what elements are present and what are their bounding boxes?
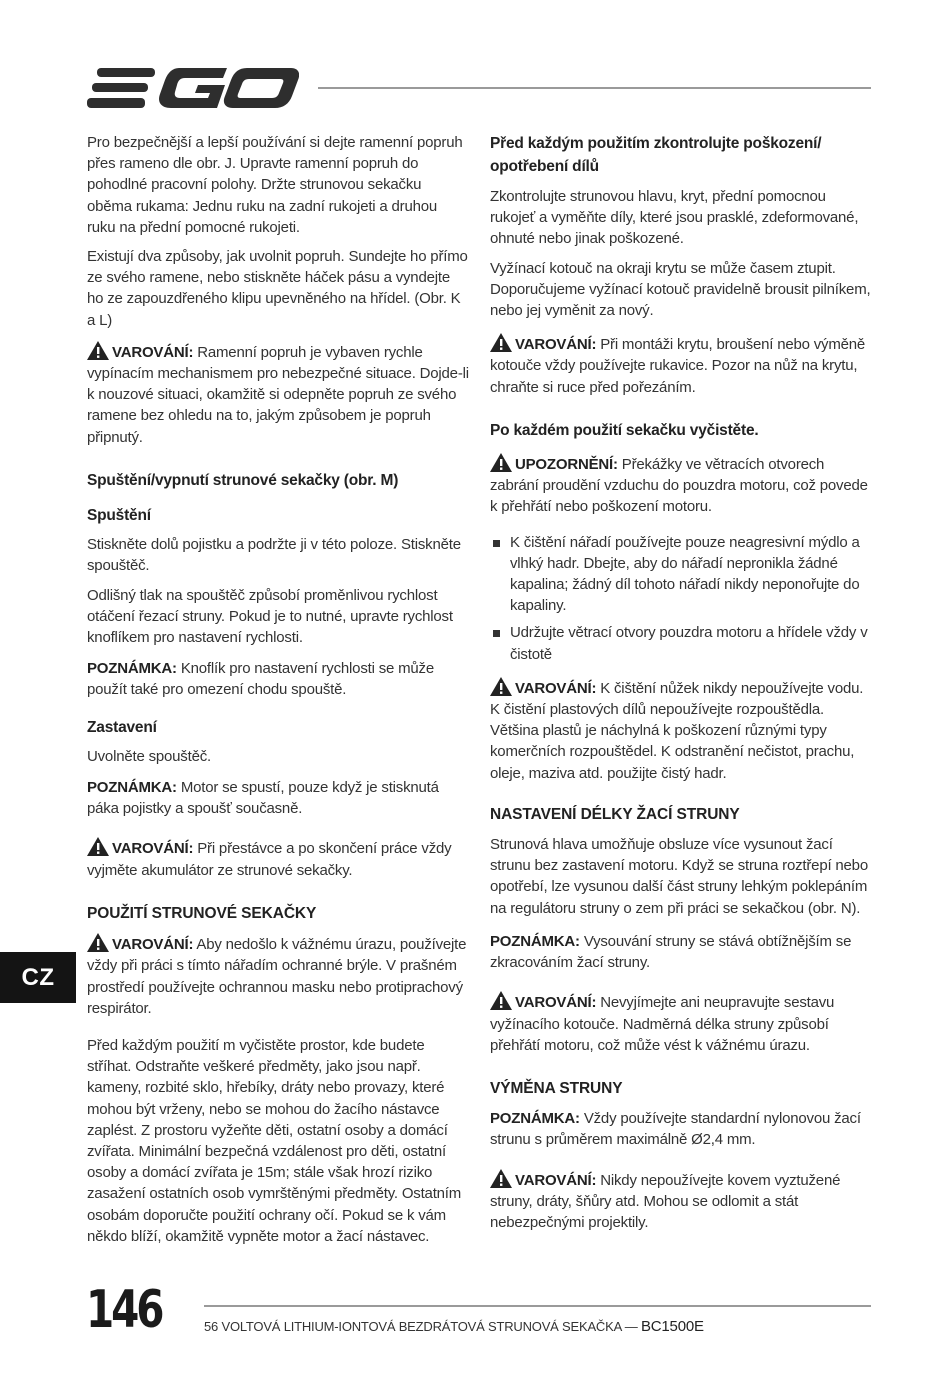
warning-block [490,677,872,784]
right-column [490,132,872,1241]
bullet-list [490,532,872,665]
warning-icon [490,677,512,696]
page-number: 146 [86,1280,162,1340]
paragraph: Existují dva způsoby, jak uvolnit popruh. Sundejte ho přímo ze svého ramene, nebo stiskněte háček pásu a vyndejte ho ze zapouzdřeného klipu upevněného na hřídel. (Obr. K a L) [87,248,468,329]
warning-text: K čištění nůžek nikdy nepoužívejte vodu. K čistění plastových dílů nepoužívejte rozpouštědla. Většina plastů je náchylná k poškození různými typy komerčních rozpouštědel. K odstranění nečistot, prachu, oleje, maziva atd. použijte čistý hadr. [490,679,864,782]
warning-text: Při přestávce a po skončení práce vždy vyjměte akumulátor ze strunové sekačky. [87,840,452,879]
ego-logo [87,64,299,112]
footer-separator: — [621,1319,641,1334]
bullet-square-icon [493,630,500,637]
paragraph: Pro bezpečnější a lepší používání si dejte ramenní popruh přes rameno dle obr. J. Upravte ramenní popruh do pohodlné pracovní polohy. Držte strunovou sekačku oběma rukama: Jednu ruku na zadní rukojeti a druhou ruku na přední pomocné rukojeti. [87,134,463,236]
paragraph: Před každým použití m vyčistěte prostor, kde budete stříhat. Odstraňte veškeré předměty, jako jsou např. kameny, rozbité sklo, hřebíky, dráty nebo provazy, které mohou být vrženy, nebo se mohou do žacího nástavce zaplést. Z prostoru vyžeňte děti, ostatní osoby a domácí zvířata. Minimální bezpečná vzdálenost pro děti, ostatní osoby a domácí zvířata je 15m; stále však hrozí riziko zasažení ostatních osob vymrštěnými předměty. Ostatním osobám doporučte použití ochrany očí. Pokud se k vám někdo blíží, okamžitě vypněte motor a žací nástavec. [87,1036,462,1245]
paragraph: Zkontrolujte strunovou hlavu, kryt, přední pomocnou rukojeť a vyměňte díly, které jsou prasklé, zdeformované, ohnuté nebo jinak poškozené. [490,188,859,248]
warning-label: VAROVÁNÍ: [112,840,194,858]
paragraph: Odlišný tlak na spouštěč způsobí proměnlivou rychlost otáčení řezací struny. Pokud je to nutné, upravte rychlost knoflíkem pro nastavení rychlosti. [87,586,453,647]
warning-label: VAROVÁNÍ: [515,679,597,697]
note-text: Vysouvání struny se stává obtížnějším se zkracováním žací struny. [490,932,852,972]
warning-block [490,991,872,1056]
header-rule [318,87,871,89]
language-tab: CZ [0,952,76,1003]
note-block [87,658,469,700]
warning-block [490,1169,872,1234]
note-text: Knoflík pro nastavení rychlosti se může použít také pro omezení chodu spouště. [87,660,434,699]
warning-block [87,837,469,880]
list-item: K čištění nářadí používejte pouze neagresivní mýdlo a vlhký hadr. Dbejte, aby do nářadí nepronikla žádné kapalina; žádný díl tohoto nářadí nikdy neponořujte do kapaliny. [490,532,872,617]
footer-rule [204,1305,871,1307]
caution-block [490,453,872,518]
warning-label: VAROVÁNÍ: [112,936,194,954]
warning-text: Při montáži krytu, broušení nebo výměně kotouče vždy používejte rukavice. Pozor na nůž na krytu, chraňte si ruce před pořezáním. [490,336,866,396]
warning-block [87,933,469,1019]
caution-label: UPOZORNĚNÍ: [515,456,618,474]
note-label: POZNÁMKA: [87,660,177,678]
warning-text: Aby nedošlo k vážnému úrazu, používejte vždy při práci s tímto nářadím ochranné brýle. V prašném prostředí používejte ochrannou masku nebo protiprachový respirátor. [87,936,467,1017]
section-heading: NASTAVENÍ DÉLKY ŽACÍ STRUNY [490,805,740,823]
warning-label: VAROVÁNÍ: [515,336,597,354]
paragraph: Stiskněte dolů pojistku a podržte ji v této poloze. Stiskněte spouštěč. [87,536,461,575]
footer-product-name: 56 VOLTOVÁ LITHIUM-IONTOVÁ BEZDRÁTOVÁ STRUNOVÁ SEKAČKA [204,1319,622,1334]
section-heading: POUŽITÍ STRUNOVÉ SEKAČKY [87,904,317,922]
note-label: POZNÁMKA: [490,932,580,950]
warning-icon [490,333,512,352]
section-heading: VÝMĚNA STRUNY [490,1079,623,1097]
paragraph: Uvolněte spouštěč. [87,747,211,765]
list-item: Udržujte větrací otvory pouzdra motoru a hřídele vždy v čistotě [490,622,872,664]
warning-icon [87,341,109,360]
left-column [87,132,469,1255]
warning-text: Nevyjímejte ani neupravujte sestavu vyžínacího kotouče. Nadměrná délka struny způsobí přehřátí motoru, což může vést k vážnému úrazu. [490,994,835,1054]
note-label: POZNÁMKA: [490,1110,580,1128]
warning-icon [490,1169,512,1188]
section-heading: Spuštění/vypnutí strunové sekačky (obr. M) [87,471,399,489]
paragraph: Vyžínací kotouč na okraji krytu se může časem ztupit. Doporučujeme vyžínací kotouč pravidelně brousit pilníkem, nebo jej vyměnit za nový. [490,259,871,320]
paragraph: Strunová hlava umožňuje obsluze více vysunout žací strunu bez zastavení motoru. Když se struna roztřepí nebo opotřebí, lze vysunou další část struny lehkým poklepáním na regulátoru struny o zem při práci se sekačkou (obr. N). [490,836,868,917]
warning-label: VAROVÁNÍ: [112,343,194,361]
note-text: Motor se spustí, pouze když je stisknutá páka pojistky a spoušť současně. [87,779,439,818]
footer-model: BC1500E [640,1318,704,1335]
warning-block [490,333,872,398]
warning-icon [490,991,512,1010]
footer-product-line [204,1318,704,1335]
warning-icon [87,837,109,856]
note-text: Vždy používejte standardní nylonovou žací strunu s průměrem maximálně Ø2,4 mm. [490,1110,861,1149]
warning-label: VAROVÁNÍ: [515,1171,597,1189]
section-heading: Před každým použitím zkontrolujte poškození/ opotřebení dílů [490,135,822,175]
bullet-square-icon [493,540,500,547]
warning-block [87,341,469,448]
warning-label: VAROVÁNÍ: [515,994,597,1012]
note-label: POZNÁMKA: [87,779,177,797]
warning-icon [87,933,109,952]
section-heading: Po každém použití sekačku vyčistěte. [490,421,759,439]
note-block [87,777,469,819]
warning-icon [490,453,512,472]
note-block [490,1108,872,1150]
warning-text: Nikdy nepoužívejte kovem vyztužené struny, dráty, šňůry atd. Mohou se odlomit a stát nebezpečnými projektily. [490,1171,841,1231]
caution-text: Překážky ve větracích otvorech zabrání proudění vzduchu do pouzdra motoru, což povede k přehřátí nebo poškození motoru. [490,456,868,516]
subsection-heading: Zastavení [87,718,157,736]
note-block [490,931,872,973]
warning-text: Ramenní popruh je vybaven rychle vypínacím mechanismem pro nebezpečné situace. Dojde-li k nouzové situaci, okamžitě si odepněte popruh ze svého ramene bez ohledu na to, jakým způsobem je popruh připnutý. [87,343,469,446]
subsection-heading: Spuštění [87,507,151,525]
